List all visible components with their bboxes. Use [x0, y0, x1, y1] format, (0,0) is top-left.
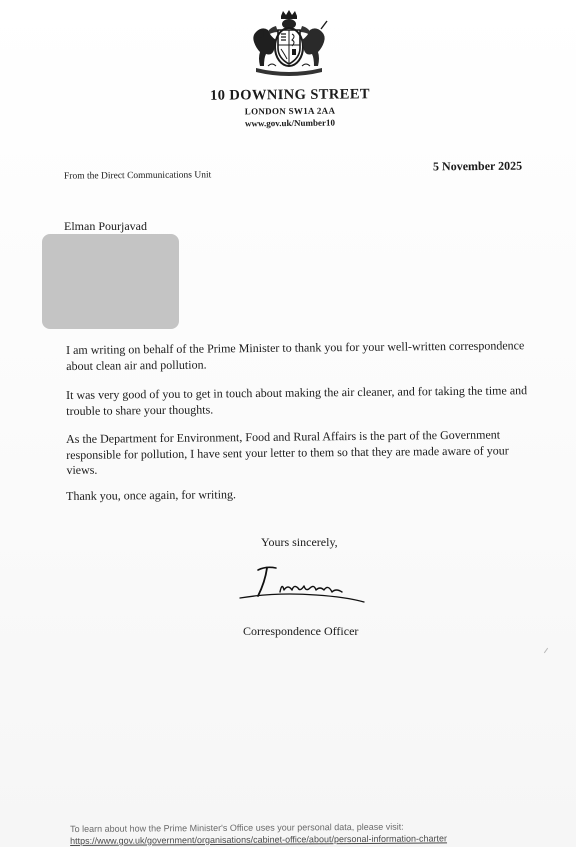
body-paragraph-2: It was very good of you to get in touch about making the air cleaner, and for taking the time and trouble to share your thoughts. — [66, 383, 528, 418]
privacy-footer — [70, 820, 447, 847]
paper-mark — [544, 648, 548, 653]
letterhead-title: 10 DOWNING STREET — [209, 86, 370, 104]
privacy-notice: To learn about how the Prime Minister's Office uses your personal data, please visit: — [70, 821, 404, 834]
letter-date: 5 November 2025 — [432, 158, 523, 174]
recipient-name: Elman Pourjavad — [64, 219, 147, 233]
body-paragraph-4: Thank you, once again, for writing. — [66, 487, 237, 503]
redacted-address-block — [42, 234, 179, 329]
letterhead-address: LONDON SW1A 2AA — [244, 105, 336, 117]
privacy-charter-link[interactable]: https://www.gov.uk/government/organisations/cabinet-office/about/personal-information-charter — [70, 833, 448, 846]
sender-unit: From the Direct Communications Unit — [63, 170, 212, 182]
handwritten-signature — [236, 562, 368, 608]
body-paragraph-3: As the Department for Environment, Food and Rural Affairs is the part of the Government responsible for pollution, I have sent your letter to them so that they are made aware of your views. — [66, 427, 509, 477]
royal-coat-of-arms-icon — [248, 10, 330, 80]
closing-salutation: Yours sincerely, — [261, 535, 338, 549]
body-paragraph-1: I am writing on behalf of the Prime Minister to thank you for your well-written correspondence about clean air and pollution. — [66, 338, 525, 373]
signatory-role: Correspondence Officer — [243, 624, 359, 638]
letterhead-website: www.gov.uk/Number10 — [244, 117, 336, 129]
